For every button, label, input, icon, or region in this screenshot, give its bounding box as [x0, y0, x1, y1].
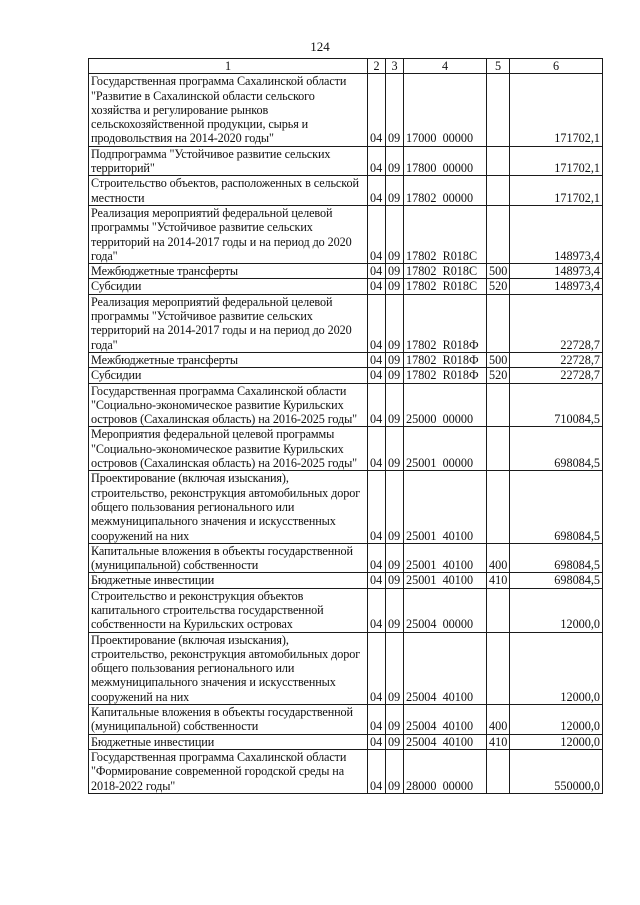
- row-target-article-cell: 17802 R018C: [404, 279, 487, 294]
- row-subsection-cell: 09: [386, 734, 404, 749]
- row-name-cell: Субсидии: [89, 279, 368, 294]
- row-name-cell: Капитальные вложения в объекты государственной (муниципальной) собственности: [89, 543, 368, 573]
- row-section-cell: 04: [368, 632, 386, 704]
- row-section-cell: 04: [368, 352, 386, 367]
- header-cell: 6: [510, 59, 603, 74]
- table-row: [89, 734, 603, 749]
- row-target-article-cell: 25001 00000: [404, 427, 487, 471]
- row-name-cell: Реализация мероприятий федеральной целевой программы "Устойчивое развитие сельских территорий на 2014-2017 годы и на период до 2020 года": [89, 205, 368, 263]
- row-name-cell: Реализация мероприятий федеральной целевой программы "Устойчивое развитие сельских территорий на 2014-2017 годы и на период до 2020 года": [89, 294, 368, 352]
- row-target-article-cell: 25000 00000: [404, 383, 487, 427]
- row-section-cell: 04: [368, 383, 386, 427]
- row-expense-type-cell: [487, 588, 510, 632]
- row-amount-cell: 698084,5: [510, 543, 603, 573]
- row-amount-cell: 12000,0: [510, 705, 603, 735]
- header-cell: 4: [404, 59, 487, 74]
- row-section-cell: 04: [368, 573, 386, 588]
- row-amount-cell: 171702,1: [510, 74, 603, 146]
- row-section-cell: 04: [368, 368, 386, 383]
- row-expense-type-cell: [487, 427, 510, 471]
- row-expense-type-cell: [487, 205, 510, 263]
- row-subsection-cell: 09: [386, 368, 404, 383]
- row-amount-cell: 22728,7: [510, 368, 603, 383]
- row-name-cell: Проектирование (включая изыскания), строительство, реконструкция автомобильных дорог общего пользования регионального или межмуниципального значения и искусственных сооружений на них: [89, 632, 368, 704]
- row-subsection-cell: 09: [386, 74, 404, 146]
- row-name-cell: Капитальные вложения в объекты государственной (муниципальной) собственности: [89, 705, 368, 735]
- row-target-article-cell: 17802 R018C: [404, 205, 487, 263]
- row-name-cell: Государственная программа Сахалинской области "Развитие в Сахалинской области сельского хозяйства и регулирование рынков сельскохозяйственной продукции, сырья и продовольствия на 2014-2020 годы": [89, 74, 368, 146]
- row-expense-type-cell: [487, 383, 510, 427]
- row-subsection-cell: 09: [386, 632, 404, 704]
- row-name-cell: Межбюджетные трансферты: [89, 264, 368, 279]
- row-subsection-cell: 09: [386, 705, 404, 735]
- row-subsection-cell: 09: [386, 279, 404, 294]
- row-subsection-cell: 09: [386, 543, 404, 573]
- row-target-article-cell: 17802 R018Ф: [404, 352, 487, 367]
- row-expense-type-cell: 500: [487, 264, 510, 279]
- header-cell: 1: [89, 59, 368, 74]
- row-section-cell: 04: [368, 543, 386, 573]
- row-expense-type-cell: [487, 471, 510, 543]
- row-amount-cell: 148973,4: [510, 264, 603, 279]
- row-section-cell: 04: [368, 427, 386, 471]
- row-section-cell: 04: [368, 588, 386, 632]
- table-row: [89, 383, 603, 427]
- row-subsection-cell: 09: [386, 146, 404, 176]
- row-amount-cell: 22728,7: [510, 294, 603, 352]
- row-target-article-cell: 17800 00000: [404, 146, 487, 176]
- row-subsection-cell: 09: [386, 176, 404, 206]
- row-amount-cell: 698084,5: [510, 471, 603, 543]
- row-expense-type-cell: [487, 176, 510, 206]
- table-row: [89, 588, 603, 632]
- row-expense-type-cell: 400: [487, 705, 510, 735]
- row-expense-type-cell: 500: [487, 352, 510, 367]
- row-name-cell: Подпрограмма "Устойчивое развитие сельских территорий": [89, 146, 368, 176]
- row-amount-cell: 12000,0: [510, 588, 603, 632]
- row-target-article-cell: 17802 R018Ф: [404, 294, 487, 352]
- row-name-cell: Государственная программа Сахалинской области "Социально-экономическое развитие Курильских островов (Сахалинская область) на 2016-2025 годы": [89, 383, 368, 427]
- row-section-cell: 04: [368, 74, 386, 146]
- row-section-cell: 04: [368, 294, 386, 352]
- row-expense-type-cell: 400: [487, 543, 510, 573]
- row-name-cell: Бюджетные инвестиции: [89, 734, 368, 749]
- table-row: [89, 368, 603, 383]
- row-expense-type-cell: [487, 74, 510, 146]
- header-cell: 2: [368, 59, 386, 74]
- table-row: [89, 427, 603, 471]
- row-expense-type-cell: [487, 632, 510, 704]
- row-target-article-cell: 25001 40100: [404, 471, 487, 543]
- row-target-article-cell: 25001 40100: [404, 543, 487, 573]
- table-row: [89, 205, 603, 263]
- row-name-cell: Межбюджетные трансферты: [89, 352, 368, 367]
- row-target-article-cell: 17802 00000: [404, 176, 487, 206]
- budget-table: [88, 58, 603, 794]
- row-section-cell: 04: [368, 205, 386, 263]
- row-name-cell: Строительство и реконструкция объектов капитального строительства государственной собственности на Курильских островах: [89, 588, 368, 632]
- row-target-article-cell: 28000 00000: [404, 749, 487, 793]
- row-name-cell: Строительство объектов, расположенных в сельской местности: [89, 176, 368, 206]
- row-amount-cell: 12000,0: [510, 632, 603, 704]
- row-amount-cell: 550000,0: [510, 749, 603, 793]
- row-section-cell: 04: [368, 705, 386, 735]
- row-section-cell: 04: [368, 176, 386, 206]
- row-section-cell: 04: [368, 471, 386, 543]
- row-target-article-cell: 25004 40100: [404, 632, 487, 704]
- row-name-cell: Мероприятия федеральной целевой программы "Социально-экономическое развитие Курильских островов (Сахалинская область) на 2016-2025 годы": [89, 427, 368, 471]
- row-expense-type-cell: 410: [487, 734, 510, 749]
- table-row: [89, 632, 603, 704]
- row-subsection-cell: 09: [386, 471, 404, 543]
- row-amount-cell: 171702,1: [510, 176, 603, 206]
- row-subsection-cell: 09: [386, 264, 404, 279]
- row-subsection-cell: 09: [386, 205, 404, 263]
- row-subsection-cell: 09: [386, 383, 404, 427]
- row-target-article-cell: 25001 40100: [404, 573, 487, 588]
- table-row: [89, 471, 603, 543]
- row-subsection-cell: 09: [386, 352, 404, 367]
- row-target-article-cell: 17802 R018C: [404, 264, 487, 279]
- row-name-cell: Субсидии: [89, 368, 368, 383]
- row-amount-cell: 710084,5: [510, 383, 603, 427]
- row-expense-type-cell: [487, 146, 510, 176]
- page-number: 124: [310, 39, 330, 54]
- row-name-cell: Проектирование (включая изыскания), строительство, реконструкция автомобильных дорог общего пользования регионального или межмуниципального значения и искусственных сооружений на них: [89, 471, 368, 543]
- row-amount-cell: 22728,7: [510, 352, 603, 367]
- row-section-cell: 04: [368, 749, 386, 793]
- header-cell: 3: [386, 59, 404, 74]
- row-subsection-cell: 09: [386, 294, 404, 352]
- row-subsection-cell: 09: [386, 749, 404, 793]
- row-amount-cell: 171702,1: [510, 146, 603, 176]
- row-amount-cell: 698084,5: [510, 427, 603, 471]
- row-section-cell: 04: [368, 279, 386, 294]
- row-amount-cell: 148973,4: [510, 205, 603, 263]
- row-subsection-cell: 09: [386, 427, 404, 471]
- row-target-article-cell: 17000 00000: [404, 74, 487, 146]
- table-row: [89, 543, 603, 573]
- row-expense-type-cell: 520: [487, 368, 510, 383]
- row-amount-cell: 12000,0: [510, 734, 603, 749]
- row-target-article-cell: 25004 40100: [404, 705, 487, 735]
- row-expense-type-cell: [487, 294, 510, 352]
- table-row: [89, 176, 603, 206]
- table-row: [89, 705, 603, 735]
- row-amount-cell: 698084,5: [510, 573, 603, 588]
- row-target-article-cell: 25004 40100: [404, 734, 487, 749]
- table-row: [89, 279, 603, 294]
- row-name-cell: Государственная программа Сахалинской области "Формирование современной городской среды на 2018-2022 годы": [89, 749, 368, 793]
- table-row: [89, 749, 603, 793]
- table-row: [89, 74, 603, 146]
- row-target-article-cell: 25004 00000: [404, 588, 487, 632]
- table-row: [89, 264, 603, 279]
- table-row: [89, 352, 603, 367]
- table-row: [89, 146, 603, 176]
- row-section-cell: 04: [368, 734, 386, 749]
- header-cell: 5: [487, 59, 510, 74]
- table-row: [89, 573, 603, 588]
- row-section-cell: 04: [368, 146, 386, 176]
- row-expense-type-cell: 520: [487, 279, 510, 294]
- table-header-row: [89, 59, 603, 74]
- row-target-article-cell: 17802 R018Ф: [404, 368, 487, 383]
- table-row: [89, 294, 603, 352]
- row-expense-type-cell: 410: [487, 573, 510, 588]
- row-name-cell: Бюджетные инвестиции: [89, 573, 368, 588]
- row-subsection-cell: 09: [386, 588, 404, 632]
- row-subsection-cell: 09: [386, 573, 404, 588]
- row-section-cell: 04: [368, 264, 386, 279]
- row-expense-type-cell: [487, 749, 510, 793]
- row-amount-cell: 148973,4: [510, 279, 603, 294]
